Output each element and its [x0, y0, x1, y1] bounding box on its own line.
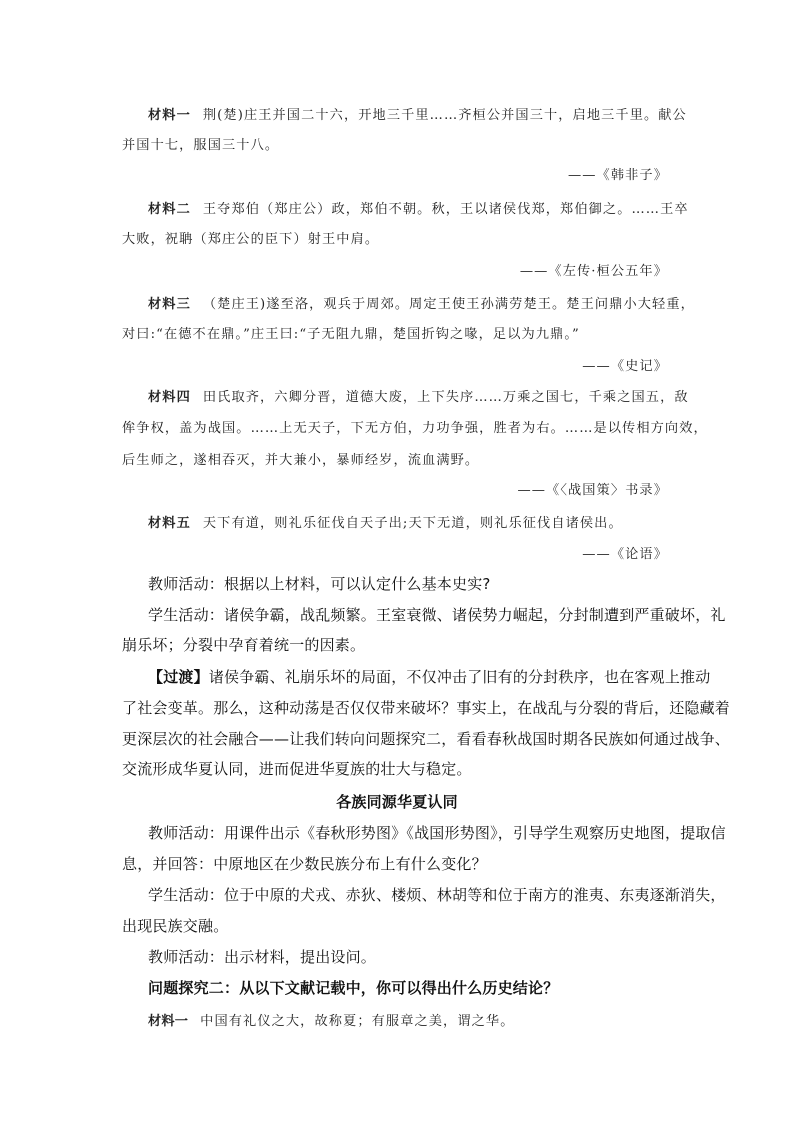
- material-1-source: ——《韩非子》: [567, 168, 668, 183]
- section-title: 各族同源华夏认同: [336, 793, 458, 811]
- material-last-line: 材料一 中国有礼仪之大，故称夏；有服章之美，谓之华。: [148, 1014, 515, 1029]
- student-answer-1-line-1: 学生活动：诸侯争霸，战乱频繁。王室衰微、诸侯势力崛起，分封制遭到严重破坏，礼: [148, 606, 726, 624]
- material-5-source: ——《论语》: [582, 547, 668, 562]
- material-label: 材料四: [148, 390, 191, 405]
- material-4-line-2: 侔争权，盖为战国。……上无天子，下无方伯，力功争强，胜者为右。……是以传相方向效，: [122, 421, 708, 436]
- material-4-line-1: 材料四 田氏取齐，六卿分晋，道德大废，上下失序……万乘之国七，千乘之国五，敌: [148, 390, 689, 405]
- material-2-line-2: 大败，祝聃（郑庄公的臣下）射王中肩。: [122, 232, 380, 247]
- transition-line-2: 了社会变革。那么，这种动荡是否仅仅带来破坏？事实上，在战乱与分裂的背后，还隐藏着: [122, 699, 731, 717]
- transition-line-4: 交流形成华夏认同，进而促进华夏族的壮大与稳定。: [122, 760, 472, 778]
- material-3-line-2: 对曰:“在德不在鼎。”庄王曰:“子无阻九鼎，楚国折钩之喙，足以为九鼎。”: [122, 327, 580, 342]
- material-4-source: ——《〈战国策〉书录》: [517, 483, 668, 498]
- student-answer-2-line-2: 出现民族交融。: [122, 917, 229, 935]
- material-label: 材料五: [148, 516, 191, 531]
- material-label: 材料一: [148, 108, 191, 123]
- material-label: 材料二: [148, 202, 191, 217]
- transition-tag: 【过渡】: [148, 668, 209, 686]
- material-label: 材料一: [148, 1014, 189, 1029]
- question-2: 问题探究二：从以下文献记载中，你可以得出什么历史结论？: [148, 979, 559, 997]
- material-2-source: ——《左传·桓公五年》: [519, 264, 668, 279]
- student-answer-2-line-1: 学生活动：位于中原的犬戎、赤狄、楼烦、林胡等和位于南方的淮夷、东夷逐渐消失，: [148, 886, 726, 904]
- teacher-activity-3: 教师活动：出示材料，提出设问。: [148, 948, 377, 966]
- student-answer-1-line-2: 崩乐坏；分裂中孕育着统一的因素。: [122, 636, 366, 654]
- material-1-line-2: 并国十七，服国三十八。: [122, 138, 280, 153]
- transition-line-3: 更深层次的社会融合——让我们转向问题探究二，看看春秋战国时期各民族如何通过战争、: [122, 730, 731, 748]
- teacher-question-1: 教师活动：根据以上材料，可以认定什么基本史实?: [148, 575, 491, 593]
- material-3-line-1: 材料三 （楚庄王)遂至洛，观兵于周郊。周定王使王孙满劳楚王。楚王问鼎小大轻重，: [148, 297, 695, 312]
- transition-line-1: 【过渡】诸侯争霸、礼崩乐坏的局面，不仅冲击了旧有的分封秩序，也在客观上推动: [148, 668, 711, 686]
- material-2-line-1: 材料二 王夺郑伯（郑庄公）政，郑伯不朝。秋，王以诸侯伐郑，郑伯御之。……王卒: [148, 202, 689, 217]
- material-3-source: ——《史记》: [582, 359, 668, 374]
- material-5-line-1: 材料五 天下有道，则礼乐征伐自天子出;天下无道，则礼乐征伐自诸侯出。: [148, 516, 623, 531]
- material-label: 材料三: [148, 297, 191, 312]
- material-1-line-1: 材料一 荆(楚)庄王并国二十六，开地三千里……齐桓公并国三十，启地三千里。献公: [148, 108, 687, 123]
- teacher-question-2-line-1: 教师活动：用课件出示《春秋形势图》《战国形势图》，引导学生观察历史地图，提取信: [148, 824, 726, 842]
- teacher-question-2-line-2: 息，并回答：中原地区在少数民族分布上有什么变化？: [122, 855, 487, 873]
- material-4-line-3: 后生师之，遂相吞灭，并大兼小，暴师经岁，流血满野。: [122, 453, 480, 468]
